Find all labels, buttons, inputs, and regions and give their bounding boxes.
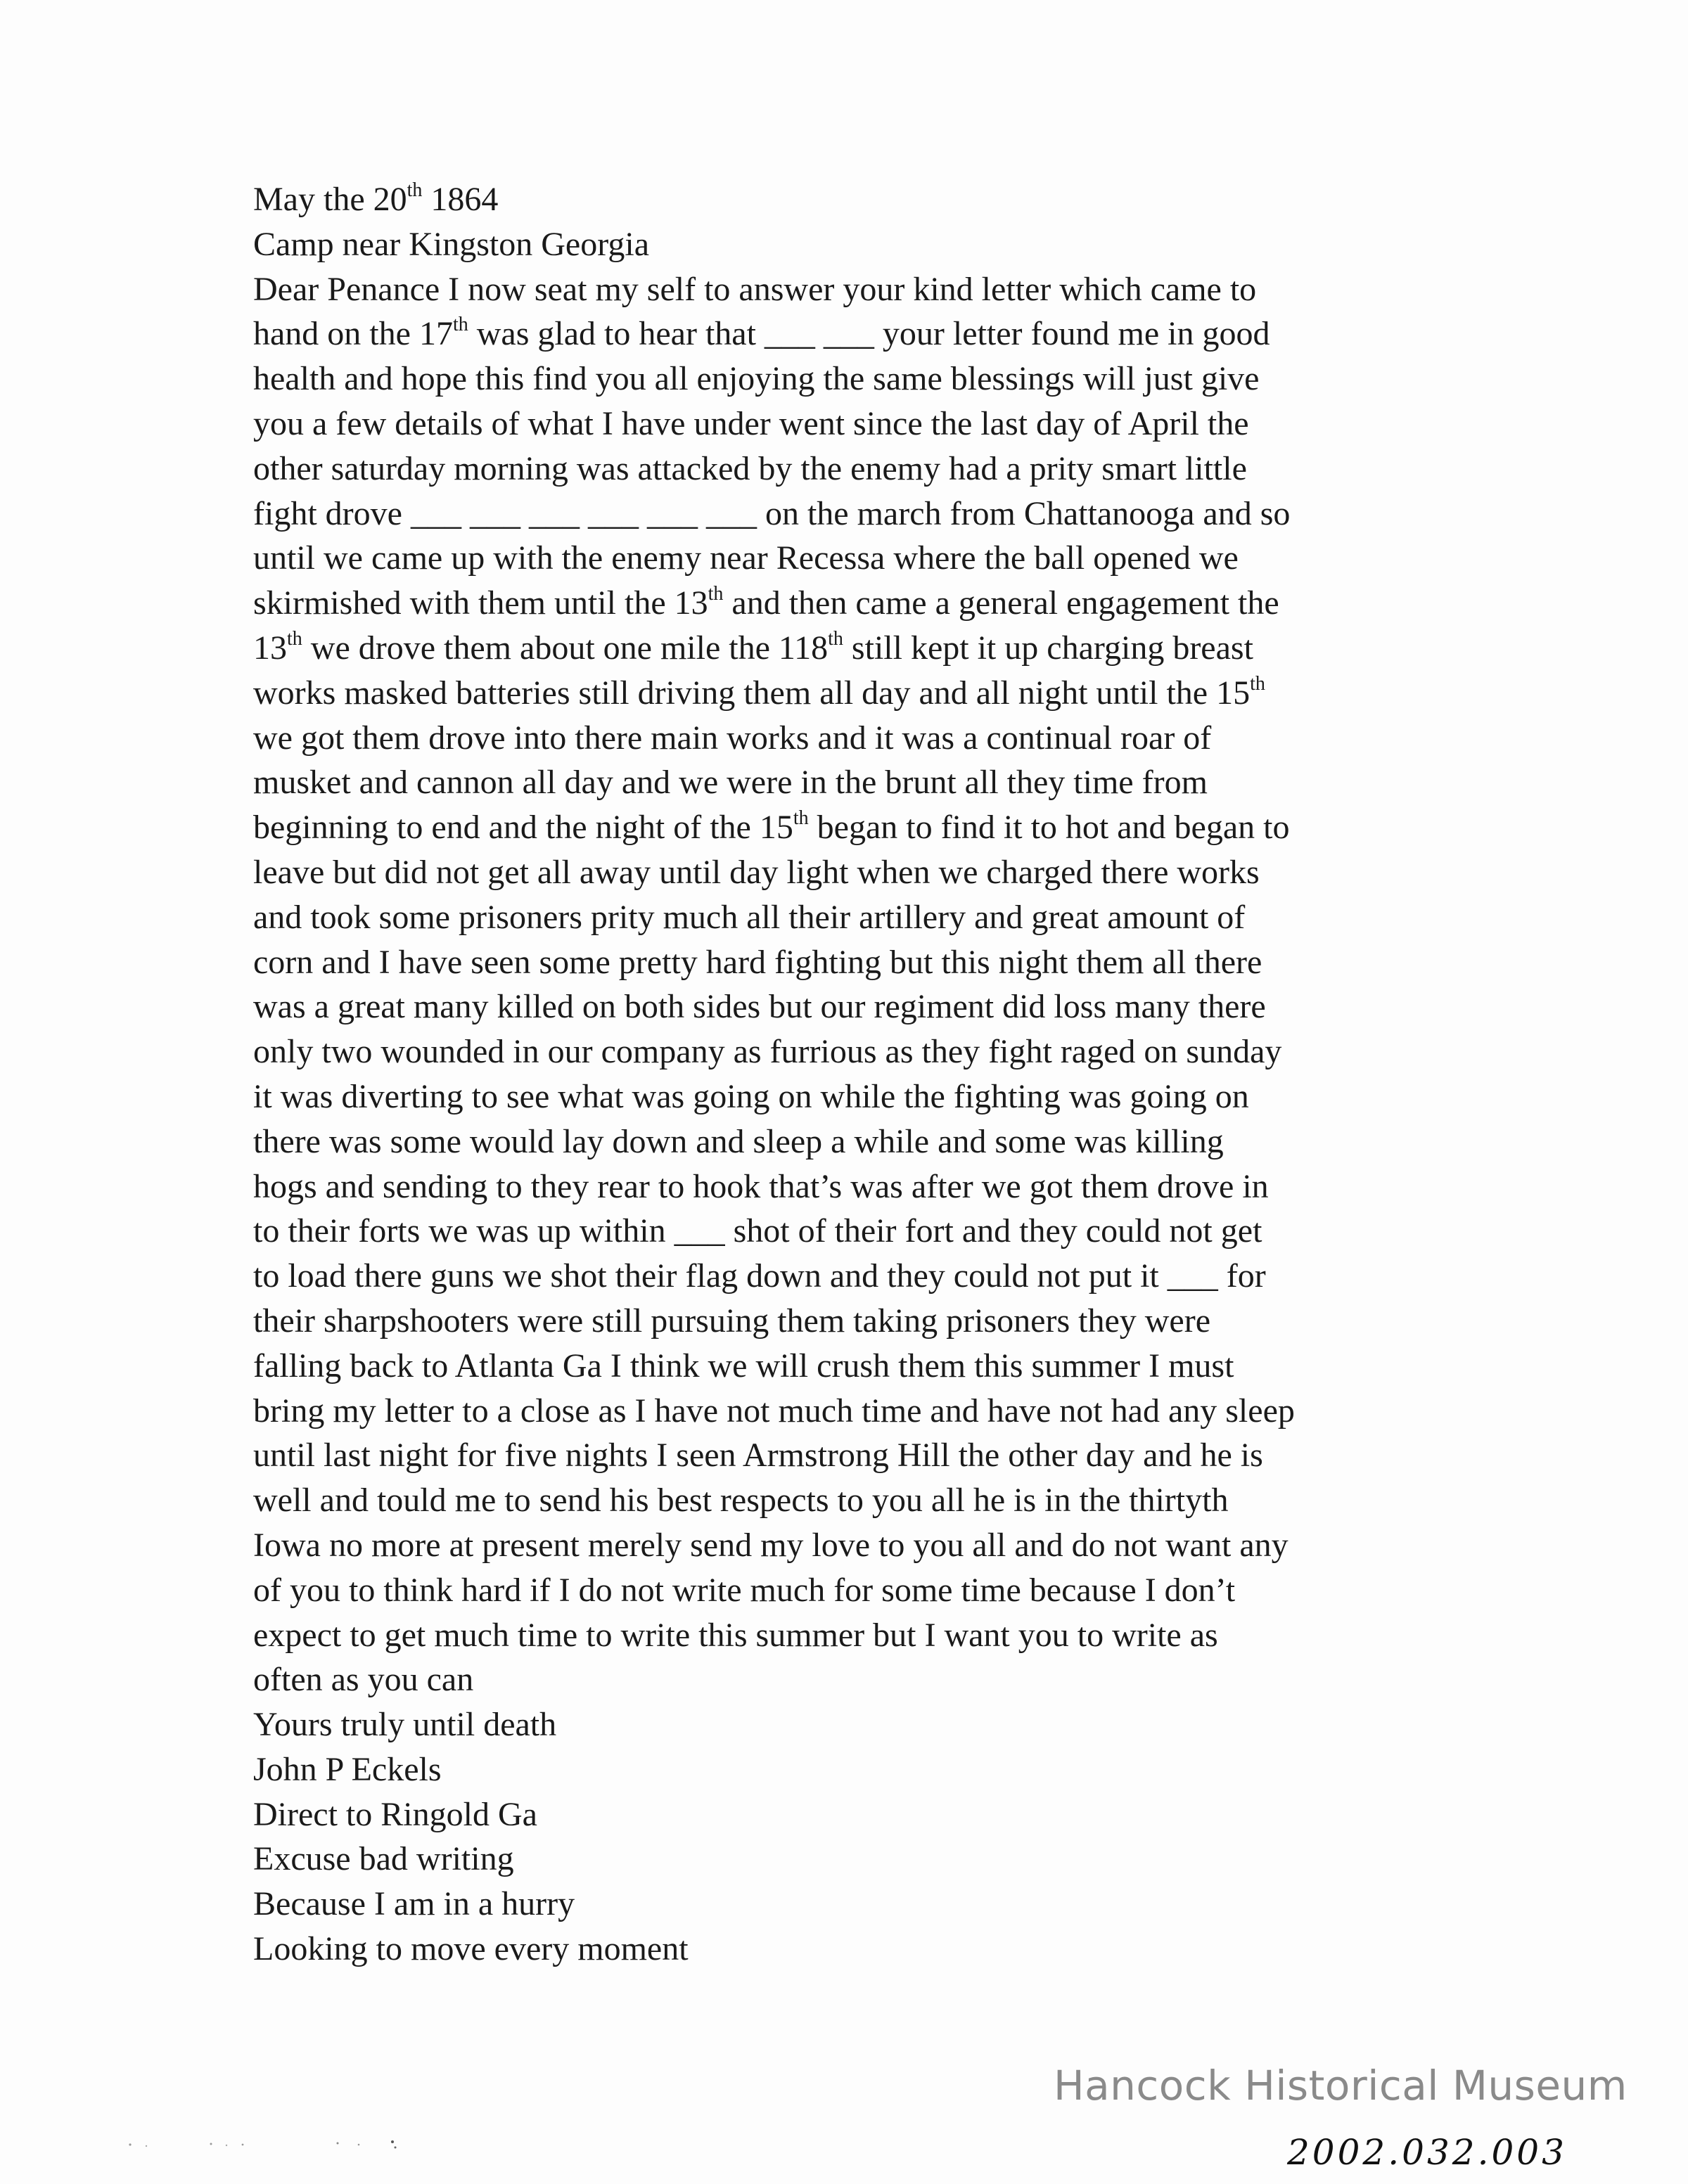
letter-line: works masked batteries still driving them all day and all night until the 15th (253, 672, 1265, 712)
letter-line: Dear Penance I now seat my self to answer your kind letter which came to (253, 270, 1257, 308)
letter-date: May the 20th 1864 (253, 179, 499, 218)
letter-line: corn and I have seen some pretty hard fighting but this night them all there (253, 943, 1262, 981)
letter-line: beginning to end and the night of the 15th began to find it to hot and began to (253, 807, 1290, 847)
closing-line: Looking to move every moment (253, 1930, 689, 1968)
letter-line: of you to think hard if I do not write much for some time because I don’t (253, 1571, 1236, 1609)
closing-line: Because I am in a hurry (253, 1885, 575, 1923)
letter-line: until we came up with the enemy near Recessa where the ball opened we (253, 539, 1239, 577)
letter-line: hogs and sending to they rear to hook that’s was after we got them drove in (253, 1167, 1269, 1205)
letter-line: hand on the 17th was glad to hear that ___ ___ your letter found me in good (253, 314, 1270, 353)
letter-line: their sharpshooters were still pursuing them taking prisoners they were (253, 1302, 1211, 1340)
museum-watermark: Hancock Historical Museum (1054, 2062, 1628, 2109)
letter-paragraph (253, 267, 1491, 1703)
letter-line: and took some prisoners prity much all their artillery and great amount of (253, 898, 1246, 936)
letter-line: fight drove ___ ___ ___ ___ ___ ___ on the march from Chattanooga and so (253, 494, 1291, 532)
letter-line: skirmished with them until the 13th and then came a general engagement the (253, 583, 1279, 622)
letter-line: to load there guns we shot their flag down and they could not put it ___ for (253, 1257, 1266, 1295)
letter-closing (253, 1702, 1491, 1972)
letter-line: was a great many killed on both sides but our regiment did loss many there (253, 988, 1266, 1026)
letter-line: there was some would lay down and sleep a while and some was killing (253, 1122, 1224, 1160)
letter-line: we got them drove into there main works and it was a continual roar of (253, 719, 1212, 757)
closing-line: Excuse bad writing (253, 1840, 514, 1878)
letter-line: health and hope this find you all enjoying the same blessings will just give (253, 360, 1260, 398)
letter-line: you a few details of what I have under went since the last day of April the (253, 404, 1249, 442)
letter-line: musket and cannon all day and we were in the brunt all they time from (253, 764, 1208, 802)
letter-line: falling back to Atlanta Ga I think we will crush them this summer I must (253, 1347, 1234, 1385)
scan-specks (127, 2138, 422, 2152)
letter-line: 13th we drove them about one mile the 118th still kept it up charging breast (253, 627, 1253, 667)
letter-line: often as you can (253, 1661, 474, 1699)
closing-line: John P Eckels (253, 1750, 442, 1788)
accession-number: 2002.032.003 (1287, 2132, 1567, 2173)
letter-line: until last night for five nights I seen Armstrong Hill the other day and he is (253, 1437, 1263, 1475)
letter-place: Camp near Kingston Georgia (253, 225, 649, 263)
letter-line: to their forts we was up within ___ shot of their fort and they could not get (253, 1212, 1262, 1250)
letter-line: well and tould me to send his best respects to you all he is in the thirtyth (253, 1482, 1229, 1520)
letter-line: only two wounded in our company as furrious as they fight raged on sunday (253, 1033, 1282, 1071)
closing-line: Yours truly until death (253, 1706, 557, 1744)
letter-line: Iowa no more at present merely send my love to you all and do not want any (253, 1526, 1289, 1564)
letter-line: other saturday morning was attacked by the enemy had a prity smart little (253, 449, 1247, 487)
letter-line: expect to get much time to write this summer but I want you to write as (253, 1616, 1218, 1654)
letter-line: bring my letter to a close as I have not much time and have not had any sleep (253, 1392, 1295, 1430)
letter-line: leave but did not get all away until day light when we charged there works (253, 853, 1260, 891)
letter-line: it was diverting to see what was going on while the fighting was going on (253, 1077, 1249, 1115)
letter-body (253, 177, 1491, 1972)
closing-line: Direct to Ringold Ga (253, 1795, 537, 1833)
